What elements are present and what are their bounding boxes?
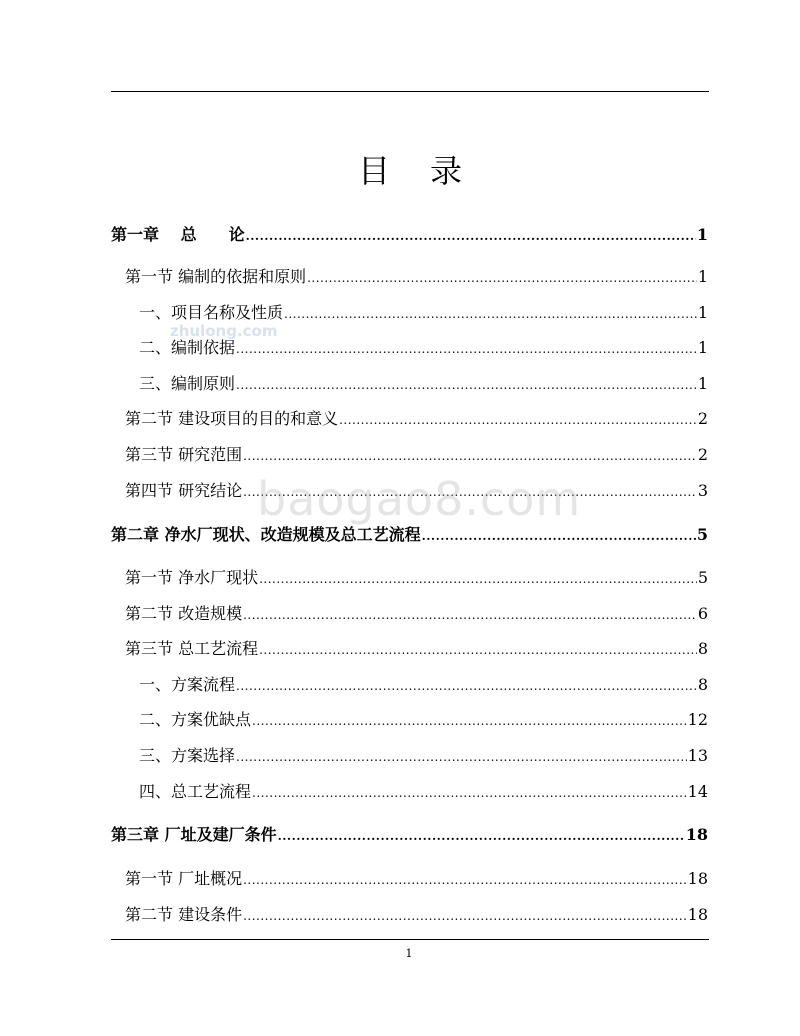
toc-entry-label: 第二节 改造规模	[125, 604, 243, 623]
toc-leader-dots	[259, 638, 697, 662]
toc-leader-dots	[284, 302, 697, 326]
toc-entry[interactable]	[139, 673, 708, 697]
toc-entry-label: 第二节 建设项目的目的和意义	[125, 409, 339, 428]
toc-entry-page: 8	[697, 675, 708, 694]
toc-leader-dots	[236, 745, 687, 769]
toc-entry-page: 1	[696, 225, 708, 244]
toc-leader-dots	[339, 408, 697, 432]
toc-entry-label: 四、总工艺流程	[139, 782, 252, 801]
toc-entry[interactable]	[125, 566, 708, 590]
toc-entry[interactable]	[139, 708, 708, 732]
toc-entry-label: 第三章 厂址及建厂条件	[111, 825, 277, 844]
watermark-zhulong: zhulong.com	[170, 322, 278, 340]
toc-entry-page: 18	[687, 905, 708, 924]
toc-entry-page: 1	[697, 267, 708, 286]
toc-entry-label: 第三节 研究范围	[125, 445, 243, 464]
toc-entry-page: 13	[687, 746, 708, 765]
toc-entry-page: 2	[697, 409, 708, 428]
toc-entry-label: 第三节 总工艺流程	[125, 639, 259, 658]
toc-entry-page: 5	[696, 525, 708, 544]
toc-entry-page: 18	[685, 825, 708, 844]
toc-entry-page: 14	[687, 782, 708, 801]
toc-entry[interactable]	[139, 780, 708, 804]
toc-entry[interactable]	[111, 223, 708, 247]
toc-entry[interactable]	[139, 301, 708, 325]
page-number: 1	[405, 947, 413, 960]
toc-leader-dots	[236, 337, 697, 361]
toc-leader-dots	[246, 224, 696, 248]
toc-entry-page: 18	[687, 869, 708, 888]
toc-entry-label: 第一章 总 论	[111, 225, 245, 244]
toc-leader-dots	[307, 266, 697, 290]
toc-leader-dots	[422, 524, 696, 548]
toc-leader-dots	[252, 709, 687, 733]
toc-entry-label: 第一节 厂址概况	[125, 869, 243, 888]
toc-entry[interactable]	[139, 372, 708, 396]
toc-entry[interactable]	[139, 336, 708, 360]
footer-rule	[111, 939, 709, 940]
toc-entry-label: 第一节 净水厂现状	[125, 568, 259, 587]
toc-entry[interactable]	[125, 903, 708, 927]
toc-entry-label: 第二章 净水厂现状、改造规模及总工艺流程	[111, 525, 421, 544]
toc-entry-page: 12	[687, 710, 708, 729]
toc-entry[interactable]	[111, 823, 708, 847]
toc-entry[interactable]	[125, 602, 708, 626]
toc-leader-dots	[243, 603, 697, 627]
watermark-baogao8: baogao8.com	[257, 472, 582, 526]
toc-leader-dots	[278, 824, 685, 848]
title-char-1: 目	[357, 152, 390, 190]
toc-leader-dots	[236, 674, 697, 698]
title-char-2: 录	[430, 152, 463, 190]
toc-entry-label: 三、编制原则	[139, 374, 236, 393]
toc-entry-label: 第一节 编制的依据和原则	[125, 267, 307, 286]
toc-entry-label: 第二节 建设条件	[125, 905, 243, 924]
toc-entry-label: 三、方案选择	[139, 746, 236, 765]
toc-entry[interactable]	[125, 867, 708, 891]
toc-leader-dots	[243, 868, 687, 892]
toc-entry-page: 1	[697, 338, 708, 357]
toc-entry-label: 一、方案流程	[139, 675, 236, 694]
toc-entry[interactable]	[111, 523, 708, 547]
toc-leader-dots	[236, 373, 697, 397]
toc-entry-page: 6	[697, 604, 708, 623]
toc-entry-label: 二、方案优缺点	[139, 710, 252, 729]
toc-leader-dots	[252, 781, 687, 805]
toc-entry[interactable]	[125, 407, 708, 431]
toc-leader-dots	[259, 567, 697, 591]
toc-entry-page: 1	[697, 303, 708, 322]
toc-entry-page: 8	[697, 639, 708, 658]
toc-entry[interactable]	[125, 443, 708, 467]
toc-entry[interactable]	[125, 265, 708, 289]
toc-entry[interactable]	[125, 637, 708, 661]
toc-entry[interactable]	[139, 744, 708, 768]
toc-entry-page: 5	[697, 568, 708, 587]
toc-leader-dots	[243, 904, 687, 928]
toc-entry-label: 第四节 研究结论	[125, 481, 243, 500]
toc-entry-page: 1	[697, 374, 708, 393]
toc-leader-dots	[243, 444, 697, 468]
toc-entry-page: 3	[697, 481, 708, 500]
toc-entry-page: 2	[697, 445, 708, 464]
toc-entry-label: 一、项目名称及性质	[139, 303, 284, 322]
toc-entry-label: 二、编制依据	[139, 338, 236, 357]
